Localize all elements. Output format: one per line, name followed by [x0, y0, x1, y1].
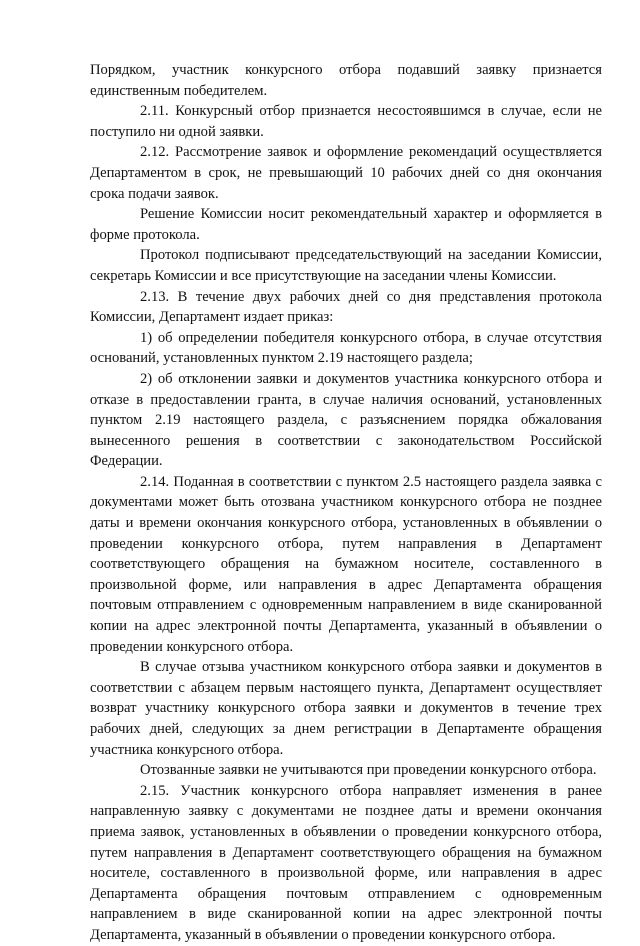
paragraph-withdrawn-not-counted: Отозванные заявки не учитываются при проведении конкурсного отбора. — [140, 762, 597, 779]
paragraph-2-15: 2.15. Участник конкурсного отбора направляет изменения в ранее направленную заявку с документами не позднее даты и времени окончания приема заявок, установленных в объявлении о проведении конкурсного отбора, путем направления в Департамент соответствующего обращения на бумажном носителе, составленного в произвольной форме, или направления в адрес Департамента обращения почтовым отправлением с одновременным направлением в виде сканированной копии на адрес электронной почты Департамента, указанный в объявлении о проведении конкурсного отбора. — [90, 782, 602, 943]
paragraph-2-13-item-1: 1) об определении победителя конкурсного отбора, в случае отсутствия оснований, установленных пунктом 2.19 настоящего раздела; — [90, 329, 602, 367]
paragraph-commission-decision: Решение Комиссии носит рекомендательный характер и оформляется в форме протокола. — [90, 206, 602, 243]
paragraph-2-11: 2.11. Конкурсный отбор признается несостоявшимся в случае, если не поступило ни одной заявки. — [90, 103, 602, 140]
paragraph-2-12: 2.12. Рассмотрение заявок и оформление рекомендаций осуществляется Департаментом в срок, не превышающий 10 рабочих дней со дня окончания срока подачи заявок. — [90, 144, 602, 202]
paragraph-withdrawal-return: В случае отзыва участником конкурсного отбора заявки и документов в соответствии с абзацем первым настоящего пункта, Департамент осуществляет возврат участнику конкурсного отбора заявки и документов в течение трех рабочих дней, следующих за днем регистрации в Департаменте обращения участника конкурсного отбора. — [90, 659, 602, 758]
document-page — [90, 60, 602, 946]
paragraph-2-13-item-2: 2) об отклонении заявки и документов участника конкурсного отбора и отказе в предоставлении гранта, в случае наличия оснований, установленных пунктом 2.19 настоящего раздела, с разъяснением порядка обжалования вынесенного решения в соответствии с законодательством Российской Федерации. — [90, 370, 602, 470]
paragraph-2-14: 2.14. Поданная в соответствии с пунктом 2.5 настоящего раздела заявка с документами может быть отозвана участником конкурсного отбора не позднее даты и времени окончания конкурсного отбора, установленных в объявлении о проведении конкурсного отбора, путем направления в Департамент соответствующего обращения на бумажном носителе, составленного в произвольной форме, или направления в адрес Департамента обращения почтовым отправлением с одновременным направлением в виде сканированной копии на адрес электронной почты Департамента, указанный в объявлении о проведении конкурсного отбора. — [90, 473, 602, 655]
paragraph-2-13: 2.13. В течение двух рабочих дней со дня представления протокола Комиссии, Департамент издает приказ: — [90, 288, 602, 326]
paragraph-protocol-signers: Протокол подписывают председательствующий на заседании Комиссии, секретарь Комиссии и все присутствующие на заседании члены Комиссии. — [90, 247, 602, 284]
paragraph-continuation: Порядком, участник конкурсного отбора подавший заявку признается единственным победителем. — [90, 62, 602, 99]
